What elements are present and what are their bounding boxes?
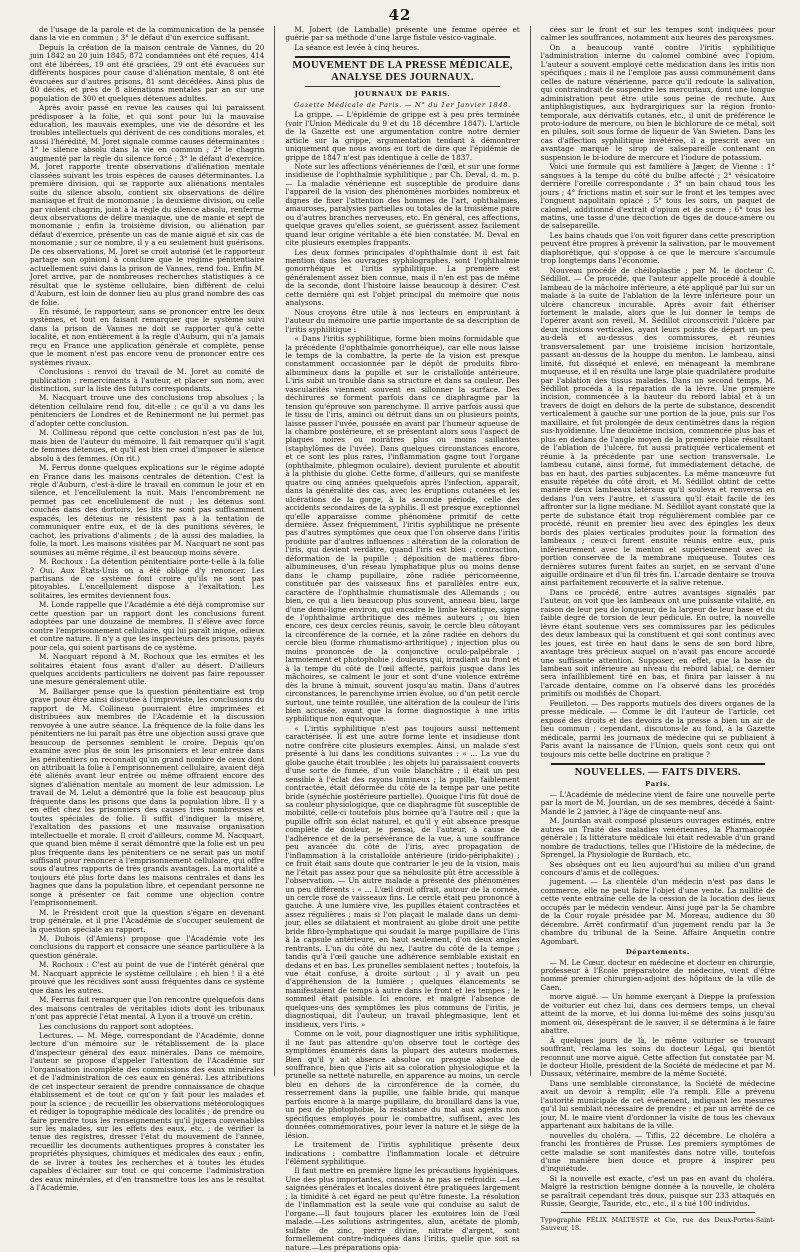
paragraph: « Dans l'iritis syphilitique, forme bien moins formidable que la précédente (l'ophthalmie gonorrhéique), car elle nous laisse le temps de la combattre, la perte de la vision est presque constamment occasionnée par le dépôt de produits fibro-albumineux dans la pupille et sur le cristalloïde antérieure. L'iris subit un trouble dans sa structure et dans sa couleur. Des vascularités viennent souvent en sillonner la surface. Des déchirures se forment parfois dans ce diaphragme par la tension qu'éprouve son parenchyme. Il arrive parfois aussi que le tissu de l'iris, aminci ou détruit dans un ou plusieurs points, laisse passer l'uvée, poussée en avant par l'humeur aqueuse de la chambre postérieure, et se présentant alors sous l'aspect de plaques noires ou noirâtres plus ou moins saillantes (staphylômes de l'uvée). Dans quelques circonstances encore, et ce sont les plus rares, l'inflammation gagne tout l'organe (ophthalmite, phlegmon oculaire), devient purulente et aboutit à la phthisie du globe. Cette forme, d'ailleurs, qui se manifeste quatre ou cinq années quelquefois après l'infection, apparaît, dans la généralité des cas, avec les éruptions cutanées et les ulcérations de la gorge, à la seconde période, celle des accidents secondaires de la syphilis. Il est presque exceptionnel qu'elle apparaisse comme phénomène primitif de cette dernière. Assez fréquemment, l'iritis syphilitique ne présente pas d'autres symptômes que ceux que l'on observe dans l'iritis produite par d'autres influences : altération de la coloration de l'iris, qui devient verdâtre, quand l'iris est bleu ; contraction, déformation de la pupille ; déposition de matières fibro-albumineuses, d'un réseau lymphatique plus ou moins dense dans le champ pupillaire, zône radiée péricornéenne, constituée par des vaisseaux fins et parallèles entre eux, caractère de l'ophthalmie rhumatismale des Allemands ; ou bien, ce qui a lieu beaucoup plus souvent, anneau bleu, large d'une demi-ligne environ, qui encadre le limbe kératique, signe de l'ophthalmie arthritique des mêmes auteurs ; ou bien encore, ces deux cercles réunis, savoir, le cercle bleu côtoyant la circonférence de la cornée, et la zône radiée en dehors du cercle bleu (forme rhumatismo-arthritique) ; injection plus ou moins prononcée de la conjonctive oculo-palpébrale ; larmoiement et photophobie ; douleurs qui, irradiant au front et à la tempe du côté de l'œil affecté, parfois jusque dans les mâchoires, se calment le jour et sont d'une violence extrême dès la brune à minuit, souvent jusqu'au matin. Dans d'autres circonstances, le parenchyme irrien évolue, ou d'un petit cercle surtout, une teinte rouillée, une altération de la couleur de l'iris bien accusée, avant que la forme diagnostique à une iritis syphilitique non équivoque. — [285, 334, 520, 724]
paragraph: M. Jourdan avait composé plusieurs ouvrages estimés, entre autres un Traité des maladies vénériennes, la Pharmacopée générale ; la littérature médicale lui était redevable d'un grand nombre de traductions, telles que l'Histoire de la médecine, de Sprengel, la Physiologie de Burdach, etc. — [540, 816, 775, 860]
column-2 — [285, 25, 520, 1252]
paragraph: jugement. — La clientèle d'un médecin n'est pas dans le commerce, elle ne peut faire l'objet d'une vente. La nullité de cette vente entraîne celle de la cession de la location des lieux occupés par le médecin vendeur. Ainsi jugé par la 5e chambre de la Cour royale présidée par M. Moreau, audience du 30 décembre. Arrêt confirmatif d'un jugement rendu par la 3e chambre du tribunal de la Seine. Affaire Anquetin contre Agombart. — [540, 877, 775, 946]
news-list — [541, 791, 775, 946]
paragraph: Il faut mettre en première ligne les précautions hygiéniques. Une des plus importantes, consiste à ne pas se refroidir. —Les saignées générales et locales doivent être pratiquées largement ; la timidité à cet égard ne peut qu'être funeste. La résolution de l'inflammation est la seule voie qui conduise au salut de l'organe.—Il faut toujours placer les exutoires loin de l'œil malade.—Les solutions astringentes, alun, acétate de plomb, sulfate de zinc, pierre divine, nitrate d'argent, sont formellement contre-indiquées dans l'iritis, quelle que soit sa nature.—Les préparations opia- — [285, 1166, 520, 1252]
paragraph: M. Londe rappelle que l'Académie a été déjà compromise sur cette question par un rapport dont les conclusions furent adoptées par une douzaine de membres. Il s'élève avec force contre l'emprisonnement cellulaire, qui lui paraît inique, odieux et contre nature. Il n'y a que les inspecteurs des prisons, payés pour cela, qui soient partisans de ce système. — [30, 600, 265, 652]
column-divider — [530, 26, 531, 1076]
news-paris: Paris. — [645, 780, 671, 789]
paragraph: Feuilleton. — Des rapports mutuels des divers organes de la presse médicale. — Comme le dit l'auteur de l'article, cet exposé des droits et des devoirs de la presse a bien un air de lieu commun ; cependant, discutons-le au fond, à la Gazette médicale, parmi les journaux de médecine qui se publiaient à Paris avant la naissance de l'Union, quels sont ceux qui ont toujours mis cette belle doctrine en pratique ? — [540, 698, 775, 759]
paragraph: M. Nacquart répond à M. Rochoux que les ermites et les solitaires étaient fous avant d'aller au désert. D'ailleurs quelques accidents particuliers ne doivent pas faire repousser une mesure généralement utile. — [30, 652, 265, 687]
heading-rule — [305, 86, 499, 87]
paragraph: La grippe. — L'épidémie de grippe est à peu près terminée (voir l'Union Médicale du 9 et du 18 décembre 1847). L'article de la Gazette est une argumentation contre notre dernier article sur la grippe, argumentation tendant à démontrer uniquement que nous avons eu tort de dire que l'épidémie de grippe de 1847 n'est pas identique à celle de 1837. — [285, 110, 520, 162]
paragraph: Après avoir passé en revue les causes qui lui paraissent prédisposer à la folie, et qui sont pour lui la mauvaise éducation, les mauvais exemples, une vie de désordre et les troubles intellectuels qui dérivent de ces conditions morales, et aussi l'hérédité, M. Joret signale comme causes déterminantes : 1° le silence absolu dans la vie en commun ; 2° le chagrin augmenté par la règle du silence forcé ; 3° le défaut d'exercice. M. Joret rapporte trente observations d'aliénation mentale classées suivant les trois espèces de causes déterminantes. La première division, qui se rapporte aux aliénations mentales suite du silence absolu, contient six observations de délire maniaque et fruit de monomanie ; la deuxième division, ou celle par violent chagrin, joint à la règle du silence absolu, renferme deux observations de délire maniaque, une de manie et sept de monomanie ; enfin la troisième division, ou aliénation par défaut d'exercice, présente un cas de manie aiguë et six cas de monomanie ; sur ce nombre, il y a eu seulement huit guérisons. De ces observations, M. Joret se croit autorisé (et le rapporteur partage son opinion) à conclure que le régime pénitentiaire actuellement suivi dans la prison de Vannes, rend fou. Enfin M. Joret arrive, par de nombreuses recherches statistiques à ce résultat que le système cellulaire, bien différent de celui d'Auburn, est loin de donner lieu au plus grand nombre des cas de folie. — [30, 103, 265, 307]
paragraph: Dans ce procédé, entre autres avantages signalés par l'auteur, on voit que les lambeaux ont une puissante vitalité, en raison de leur peu de longueur, de la largeur de leur base et du faible degré de torsion de leur pédicule. En outre, la nouvelle lèvre étant soutenue vers ses commissures par les pédicules des deux lambeaux qui la constituent et qui sont continus avec les joues, est tirée en haut dans le sens de son bord libre, avantage très précieux auquel on n'avait pas encore accordé une suffisante attention. Supposer, en effet, que la base du lambeau soit inférieure au niveau du rebord labial, ce dernier sera infailliblement tiré en bas, et finira par laisser à nu l'arcade dentaire, comme on l'a observé dans les procédés primitifs ou modifiés de Chopart. — [540, 587, 775, 699]
page-columns — [30, 25, 775, 1252]
paragraph: Note sur les affections vénériennes de l'œil, et sur une forme insidieuse de l'ophthalmie syphilitique ; par Ch. Deval, d. m. p. — La maladie vénérienne est susceptible de produire dans l'appareil de la vision des phénomènes morbides nombreux et dignes de fixer l'attention des hommes de l'art, ophthalmies, amauroses, paralysies partielles ou totales de la troisième paire ou d'autres branches nerveuses, etc. En général, ces affections, quelque graves qu'elles soient, se guérissent assez facilement quand leur origine véritable a été bien constatée. M. Deval en cite plusieurs exemples frappants. — [285, 161, 520, 248]
paragraph: M. Dubois (d'Amiens) propose que l'Académie vote les conclusions du rapport et consacre une séance particulière à la question générale. — [30, 934, 265, 960]
news-list-2 — [541, 959, 775, 1209]
paragraph: Ses obsèques ont eu lieu aujourd'hui au milieu d'un grand concours d'amis et de collègues. — [540, 859, 775, 877]
column-1 — [30, 25, 265, 1193]
section-rule — [295, 56, 509, 58]
paragraph: M. Nacquart trouve une des conclusions trop absolues ; la détention cellulaire rend fou, dit-elle ; ce qu'il a vu dans les pénitenciers de Londres et de Reninermont ne lui permet pas d'adopter cette conclusion. — [30, 393, 265, 428]
paragraph: cées sur le front et sur les tempes sont indiquées pour calmer les souffrances, notamment aux heures des paroxysmes. — [540, 25, 775, 43]
paragraph: M. Ferrus donne quelques explications sur le régime adopté en France dans les maisons centrales de détention. C'est la règle d'Auburn, c'est-à-dire le travail en commun le jour et en silence, et l'encellulement la nuit. Mais l'encombrement ne permet pas cet encellulement de nuit ; les détenus sont couchés dans des dortoirs, les lits ne sont pas suffisamment espacés, les détenus ne résistent pas à la tentation de communiquer entre eux, et de là des punitions sévères, le cachot, les privations d'aliments ; de là aussi des maladies, la folie, la mort. Les maisons visitées par M. Nacquart ne sont pas soumises au même régime, il est beaucoup moins sévère. — [30, 463, 265, 557]
page-number: 42 — [388, 6, 412, 24]
paragraph: Depuis la création de la maison centrale de Vannes, du 20 juin 1842 au 20 juin 1845, 872 condamnées ont été reçues, 414 ont été libérées, 19 ont été graciées, 29 ont été évacuées sur différents hospices pour cause d'aliénation mentale, 8 ont été évacuées sur d'autres prisons, 81 sont décédées. Ainsi plus de 80 décès, et près de 8 aliénations mentales par an sur une population de 300 et quelques détenues adultes. — [30, 42, 265, 103]
gazette-line: Gazette Médicale de Paris. — N° du 1er Janvier 1848. — [294, 100, 511, 109]
news-heading: NOUVELLES. — FAITS DIVERS. — [574, 766, 741, 778]
paragraph: On a beaucoup vanté contre l'iritis syphilitique l'administration interne du calomel combiné avec l'opium. L'auteur a souvent employé cette médication dans les iritis non spécifiques ; mais il ne l'emploie pas aussi communément dans celles de nature vénérienne, parce qu'il redoute la salivation, qui contraindrait de suspendre les mercuriaux, dont une longue administration peut être utile sous peine de rechute. Aux antiphlogistiques, aux hydrargiriques sur la région fronto-temporale, aux dérivatifs cutanés, etc., il unit de préférence le proto-iodure de mercure, ou bien le bichlorure de ce métal, soit en pilules, soit sous forme de liqueur de Van Swieten. Dans les cas d'affection syphilitique invétérée, il a prescrit avec un avantage marqué le sirop de salsepareille contenant en suspension le bi-iodure de mercure et l'iodure de potassium. — [540, 42, 775, 162]
paragraph: — M. Le Cœur, docteur en médecine et docteur en chirurgie, professeur à l'École préparatoire de médecine, vient d'être nommé premier chirurgien-adjoint des hôpitaux de la ville de Caen. — [540, 957, 775, 992]
column-3 — [540, 25, 775, 1233]
paragraph: Conclusions : renvoi du travail de M. Joret au comité de publication ; remerciments à l'auteur, et placer son nom, avec distinction, sur la liste des futurs correspondants. — [30, 367, 265, 394]
column-divider — [274, 26, 275, 1076]
paragraph: morve aiguë. — Un homme exerçant à Dieppe la profession de voiturier eut chez lui, dans ces derniers temps, un cheval atteint de la morve, et lui donna lui-même des soins jusqu'au moment où, désespérant de le sauver, il se détermina à le faire abattre. — [540, 992, 775, 1036]
paragraph: Le traitement de l'iritis syphilitique présente deux indications : combattre l'inflammation locale et détruire l'élément syphilitique. — [285, 1140, 520, 1166]
paragraph: Lectures. — M. Mège, correspondant de l'Académie, donne lecture d'un mémoire sur le rétablissement de la place d'inspecteur général des eaux minérales. Dans ce mémoire, l'auteur se propose d'appeler l'attention de l'Académie sur l'organisation incomplète des commissions des eaux minérales et de l'administration de ces eaux en général. Les attributions de cet inspecteur seraient de prendre connaissance de chaque établissement et de tout ce qu'on y fait pour les malades et pour la science ; de recueillir les observations météorologiques et rédiger la topographie médicale des localités ; de prendre ou faire prendre tous les renseignements qu'il jugera convenables sur les malades, sur les effets des eaux, etc. ; de vérifier la tenue des registres, dresser l'état du mouvement de l'année, recueillir les documents authentiques propres à constater les propriétés physiques, chimiques et médicales des eaux ; enfin, de se livrer à toutes les recherches et à toutes les études capables d'éclairer sur tout ce qui concerne l'administration des eaux minérales, et d'en transmettre tous les ans le résultat à l'Académie. — [30, 1031, 265, 1193]
column-3-body — [541, 26, 775, 759]
news-departements: Départements. — [625, 948, 690, 957]
paragraph: M. Rochoux : C'est au point de vue de l'intérêt général que M. Nacquart apprécie le système cellulaire ; eh bien ! il a été prouvé que les récidives sont aussi fréquentes dans ce système que dans les autres. — [30, 960, 265, 995]
paragraph: M. Collineau répond que cette conclusion n'est pas de lui, mais bien de l'auteur du mémoire. Il fait remarquer qu'il s'agit de femmes détenues, et qu'il est bien cruel d'imposer le silence absolu à des femmes. (On rit.) — [30, 428, 265, 463]
paragraph: Nouveau procédé de chéiloplastie ; par M. le docteur C. Sédillot. — Ce procédé, que l'auteur appelle procédé à double lambeau de la mâchoire inférieure, a été appliqué par lui sur un malade à la suite de l'ablation de la lèvre inférieure pour un ulcère chancreux incurable. Après avoir fait éthériser fortement le malade, alors que le lui donner le temps de l'opérer avant son réveil, M. Sédillot circonscrivit l'ulcère par deux incisions verticales, ayant leurs points de départ un peu au-delà et au-dessus des commissures, et réunies transversalement par une troisième incision horizontale, passant au-dessus de la houppe du menton. Le lambeau, ainsi limité, fut disséqué et enlevé, en ménageant la membrane muqueuse, et il en résulta une large plaie quadrilatère produite par l'ablation des tissus malades. Dans un second temps, M. Sédillot procéda à la réparation de la lèvre. Une première incision, commencée à la hauteur du rebord labial et à un travers de doigt en dehors de la perte de substance, descendit verticalement à gauche sur une portion de la joue, puis sur l'os maxillaire, et fut prolongée de deux centimètres dans la région sus-hyoïdienne. Une deuxième incision, commencée plus bas et plus en dedans de l'angle moyen de la première plaie résultant de l'ablation de l'ulcère, fut aussi pratiquée verticalement et réunie à la précédente par une section transversale. Le lambeau cutané, ainsi formé, fut immédiatement détaché, de bas en haut, des parties subjacentes. La même manœuvre fut ensuite répétée du côté droit, et M. Sédillot obtint de cette manière deux lambeaux latéraux qu'il souleva et renversa en dedans l'un vers l'autre, et s'assura qu'il était facile de les affronter sur la ligne médiane. M. Sédillot ayant constaté que la perte de substance était trop régulièrement comblée par ce procédé, réunit en premier lieu avec des épingles les deux bords des plaies verticales produites pour la formation des lambeaux ; ceux-ci furent ensuite réunis entre eux, puis inférieurement avec le menton et supérieurement avec la portion conservée de la membrane muqueuse. Toutes ces dernières sutures furent faites au surjet, en se servant d'une aiguille ordinaire et d'un fil très fin. L'arcade dentaire se trouva ainsi parfaitement recouverte et la salive retenue. — [540, 265, 775, 588]
footer-rule — [561, 1212, 755, 1213]
paragraph: M. Ferrus fait remarquer que l'on rencontre quelquefois dans des maisons centrales de véritables idiots dont les tribunaux n'ont pas apprécié l'état mental. À Lyon il a trouvé un crétin. — [30, 995, 265, 1022]
paragraph: À quelques jours de là, le même voiturier se trouvant souffrant, réclama les soins du docteur Légal, qui bientôt reconnut une morve aiguë. Cette affection fut constatée par M. le docteur Hiolle, président de la Société de médecine et par M. Dussaux, vétérinaire, membre de la même Société. — [540, 1035, 775, 1079]
paragraph: Nous croyons être utile à nos lecteurs en empruntant à l'auteur du mémoire une partie importante de sa description de l'iritis syphilitique : — [285, 307, 520, 334]
paragraph: Si la nouvelle est exacte, c'est un pas en avant du choléra. Malgré la restriction bénigne donnée à la nouvelle, le choléra se paraîtrait cependant très doux, puisque sur 233 attaqués en Russie, Georgie, Tauride, etc., etc., il a tué 100 individus. — [540, 1173, 775, 1209]
paragraph: « L'iritis syphilitique n'est pas toujours aussi nettement caractérisée. Il est une autre forme lente et insidieuse dont notre confrère cite plusieurs exemples. Ainsi, un malade s'est présenté à lui dans les conditions suivantes : « ... La vue du globe gauche était troublée ; les objets lui paraissaient couverts d'une sorte de fumée, d'un voile blanchâtre ; il était un peu sensible à l'éclat des rayons lumineux ; la pupille, faiblement contractée, était déformée du côté de la tempe par une petite bride (synéchie postérieure partielle). Quoique l'iris fût doué de sa couleur physiologique, que ce diaphragme fût susceptible de mobilité, celle-ci toutefois plus bornée qu'à l'autre œil ; que la pupille offrît son éclat naturel, et qu'il y eût absence presque complète de douleur, je pensai, de l'auteur, à cause de l'adhérence et de la persévérance de la vue, à une souffrance peu avancée du côté de l'iris, avec propagation de l'inflammation à la cristalloïde antérieure (irido-périphakite) ; ce fruit était sans doute que contrarier le jeu de la vision, mais ne l'était pas assez pour que sa nébulosité pût être accessible à l'observation. — Un autre malade a présenté des phénomènes un peu différents : « ... L'œil droit offrait, autour de la cornée, un cercle rosé de vaisseaux fins. Le cercle était peu prononcé à gauche. À une lumière vive, les pupilles étaient contractées et assez régulières ; mais si l'on plaçait le malade dans un demi-jour, elles se dilataient et montraient au globe droit une petite bride fibro-lymphatique qui soudait la marge pupillaire de l'iris à la capsule antérieure, en haut seulement, d'où deux angles rentrants. L'un du côté du nez, l'autre du côté de la tempe ; tandis qu'à l'œil gauche une adhérence semblable existait en dedans et en bas. Les prunelles semblaient nettes ; toutefois, la vue était confuse, à droite surtout ; il y avait un peu d'appréhension de la lumière ; quelques élancements se manifestaient de temps à autre dans le front et les tempes ; le sommeil était paisible. Ici encore, et malgré l'absence de quelques-uns des symptômes les plus communs de l'iritis, je diagnostiquai, dit l'auteur, un travail phlegmasique, lent et insidieux, vers l'iris. » — [285, 723, 520, 1029]
paragraph: de l'usage de la parole et de la communication de la pensée dans la vie en commun ; 3° le défaut d'un exercice suffisant. — [30, 25, 265, 43]
paragraph: Les bains chauds que l'on voit figurer dans cette prescription peuvent être propres à prévenir la salivation, par le mouvement diaphorétique, qui s'oppose à ce que le mercure s'accumule trop longtemps dans l'économie. — [540, 230, 775, 266]
paragraph: M. Baillarger pense que la question pénitentiaire est trop grave pour être ainsi discutée à l'improviste, les conclusions du rapport de M. Collineau pourraient être imprimées et distribuées aux membres de l'Académie et la discussion renvoyée à une autre séance. La fréquence de la folie dans les pénitentiers ne lui paraît pas être une objection aussi grave que beaucoup de personnes semblent le croire. Depuis qu'on examine avec plus de soin les prisonniers et leur entrée dans les pénitentiers on reconnaît qu'un grand nombre de ceux dont on attribuait la folie à l'emprisonnement cellulaire, avaient déjà été aliénés avant leur entrée ou même offraient encore des signes d'aliénation mentale au moment de leur admission. Le travail de M. Lelut a démontré que la folie est beaucoup plus fréquente dans les prisons que dans la population libre. Il y a en effet chez les prisonniers des causes très nombreuses et toutes spéciales de folie. Il suffit d'indiquer la misère, l'exaltation des passions et une mauvaise organisation intellectuelle et morale. Il croit d'ailleurs, comme M. Nacquart, que quand bien même il serait démontré que la folie est un peu plus fréquente dans les pénitentiers ce ne serait pas un motif suffisant pour renoncer à l'emprisonnement cellulaire, qui offre sous d'autres rapports de très grands avantages. La mortalité a toujours été plus forte dans les maisons centrales et dans les bagnes que dans la population libre, et cependant personne ne songe à présenter ce fait comme une objection contre l'emprisonnement. — [30, 686, 265, 908]
paragraph: Dans une semblable circonstance, la Société de médecine avait un devoir à remplir, elle l'a rempli. Elle a prévenu l'autorité municipale de cet événement, indiquant les mesures qu'il lui semblait nécessaire de prendre ; et par un arrêté de ce jour, M. le maire vient d'ordonner la visite de tous les chevaux appartenant aux habitans de la ville. — [540, 1078, 775, 1131]
paragraph: Les conclusions du rapport sont adoptées. — [39, 1021, 194, 1031]
section-heading: MOUVEMENT DE LA PRESSE MÉDICALE, ANALYSE DES JOURNAUX. — [292, 60, 513, 83]
paragraph: En résumé, le rapporteur, sans se prononcer entre les deux systèmes, et tout en faisant remarquer que le système suivi dans la prison de Vannes ne doit se rapporter qu'à cette localité, et non entièrement à la règle d'Auburn, qui n'a jamais reçu en France une application générale et complète, pense que le moment n'est pas encore venu de prononcer entre ces systèmes rivaux. — [30, 306, 265, 367]
printer-footer: Typographie FÉLIX MALTESTE et Cie, rue des Deux-Portes-Saint-Sauveur, 18. — [540, 1215, 775, 1233]
column-2-body — [285, 111, 519, 1252]
subheading: JOURNAUX DE PARIS. — [354, 90, 451, 99]
paragraph: Comme on le voit, pour diagnostiquer une iritis syphilitique, il ne faut pas attendre qu'on observe tout le cortège des symptômes énumérés dans la plupart des auteurs modernes. Bien qu'il y ait absence absolue ou presque absolue de souffrance, bien que l'iris ait sa coloration physiologique et la prunelle sa netteté naturelle, en apparence au moins, un cercle bleu en dehors de la circonférence de la cornée, du resserrement dans la pupille, une faible bride, qui manque parfois encore à la marge pupillaire, du brouillard dans la vue, un peu de photophobie, la résistance du mal aux agents non spécifiques employés pour le combattre, suffisent, avec les données commémoratives, pour lever la nature et le siège de la lésion. — [285, 1029, 520, 1140]
paragraph: M. Rochoux : La détention pénitentiaire porte-t-elle à la folie ? Oui. Aux États-Unis on a été obligé d'y renoncer. Les partisans de ce système font croire qu'ils ne sont pas pitoyables. L'encellulement dispose à l'exaltation. Les solitaires, les ermites deviennent fous. — [30, 557, 265, 600]
paragraph: nouvelles du choléra. — Tiflis, 22 décembre. Le choléra a franchi les frontières de Prusse. Les premiers symptômes de cette maladie se sont manifestés dans notre ville, toutefois d'une manière bien douce et propre à inspirer peu d'inquiétude. — [540, 1130, 775, 1174]
news-rule — [551, 763, 765, 765]
session-close: La séance est levée à cinq heures. — [294, 42, 420, 52]
paragraph: Voici une formule qui est familière à Jæger, de Vienne : 1° sangsues à la tempe du côté du bulbe affecté ; 2° vésicatoire derrière l'oreille correspondante ; 3° un bain chaud tous les jours ; 4° frictions matin et soir sur le front et les tempes avec l'onguent napolitain opiacé ; 5° tous les soirs, un paquet de calomel, additionné d'extrait d'opium et de sucre ; 6° tous les matins, une tasse d'une décoction de tiges de douce-amère ou de salsepareille. — [540, 162, 775, 231]
paragraph: Les deux formes principales d'ophthalmie dont il est fait mention dans les ouvrages syphilographes, sont l'ophthalmie gonorrhéique et l'iritis syphilitique. La première est généralement assez bien connue, mais il n'en est pas de même de la seconde, dont l'histoire laisse beaucoup à désirer. C'est cette dernière qui est l'objet principal du mémoire que nous analysons. — [285, 247, 520, 308]
paragraph: M. le Président croit que la question s'égare en devenant trop générale, et il prie l'Académie de s'occuper seulement de la question spéciale au rapport. — [30, 907, 265, 934]
intro-paragraph: M. Jobert (de Lamballe) présente une femme opérée et guérie par sa méthode d'une large fistule vésico-vaginale. — [285, 25, 520, 43]
paragraph: — L'Académie de médecine vient de faire une nouvelle perte par la mort de M. Jourdan, un de ses membres, décédé à Saint-Mandé le 2 janvier, à l'âge de cinquante-neuf ans. — [540, 789, 775, 816]
